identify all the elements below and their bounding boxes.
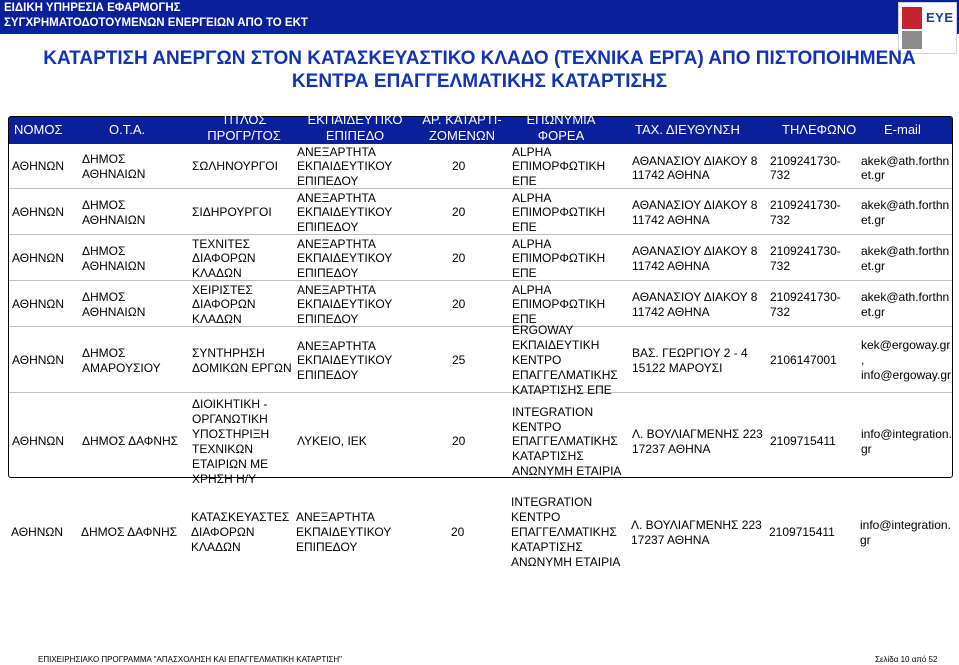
cell-address: ΑΘΑΝΑΣΙΟΥ ΔΙΑΚΟΥ 8: [632, 290, 758, 304]
cell-nomos: ΑΘΗΝΩΝ: [12, 205, 65, 219]
col-header-title-2: ΠΡΟΓΡ/ΤΟΣ: [207, 128, 281, 143]
col-header-phone: ΤΗΛΕΦΩΝΟ: [782, 122, 857, 137]
cell-foreas: ΑΝΩΝΥΜΗ ΕΤΑΙΡΙΑ: [511, 555, 621, 569]
cell-phone: 2106147001: [770, 353, 837, 367]
row-divider: [9, 188, 952, 189]
cell-phone: 732: [770, 168, 791, 182]
footer-page-number: Σελίδα 10 από 52: [875, 655, 938, 664]
cell-title: ΣΥΝΤΗΡΗΣΗ: [192, 346, 265, 360]
cell-phone: 732: [770, 213, 791, 227]
cell-title: ΧΡΗΣΗ Η/Υ: [192, 472, 257, 486]
cell-count: 20: [452, 297, 466, 311]
cell-count: 20: [452, 434, 466, 448]
col-header-email: E-mail: [884, 122, 921, 137]
cell-count: 20: [452, 159, 466, 173]
cell-ota: ΑΘΗΝΑΙΩΝ: [82, 305, 146, 319]
col-header-foreas-2: ΦΟΡΕΑ: [537, 128, 585, 143]
cell-address: Λ. ΒΟΥΛΙΑΓΜΕΝΗΣ 223: [631, 518, 762, 532]
cell-phone: 2109241730-: [770, 154, 841, 168]
cell-foreas: ΕΚΠΑΙΔΕΥΤΙΚΗ: [512, 338, 600, 352]
cell-level: ΕΚΠΑΙΔΕΥΤΙΚΟΥ: [297, 353, 393, 367]
cell-title: ΤΕΧΝΙΤΕΣ: [192, 237, 251, 251]
col-header-foreas-1: ΕΠΩΝΥΜΙΑ: [526, 112, 596, 127]
cell-title: ΔΙΑΦΟΡΩΝ: [192, 251, 256, 265]
cell-foreas: ΑΝΩΝΥΜΗ ΕΤΑΙΡΙΑ: [512, 464, 622, 478]
cell-count: 20: [451, 525, 465, 539]
cell-title: ΚΑΤΑΣΚΕΥΑΣΤΕΣ: [191, 510, 290, 524]
org-name-line1: ΕΙΔΙΚΗ ΥΠΗΡΕΣΙΑ ΕΦΑΡΜΟΓΗΣ: [4, 2, 181, 14]
cell-level: ΛΥΚΕΙΟ, ΙΕΚ: [297, 434, 367, 448]
cell-title: ΔΙΟΙΚΗΤΙΚΗ -: [192, 397, 268, 411]
cell-ota: ΑΘΗΝΑΙΩΝ: [82, 259, 146, 273]
row-divider: [9, 280, 952, 281]
cell-nomos: ΑΘΗΝΩΝ: [12, 251, 65, 265]
cell-level: ΕΚΠΑΙΔΕΥΤΙΚΟΥ: [297, 251, 393, 265]
cell-address: 17237 ΑΘΗΝΑ: [632, 442, 711, 456]
cell-title: ΕΤΑΙΡΙΩΝ ΜΕ: [192, 457, 269, 471]
programs-table: [8, 112, 953, 486]
cell-nomos: ΑΘΗΝΩΝ: [12, 434, 65, 448]
cell-level: ΑΝΕΞΑΡΤΗΤΑ: [297, 237, 376, 251]
col-header-count-1: ΑΡ. ΚΑΤΑΡΤΙ-: [422, 112, 502, 127]
cell-level: ΑΝΕΞΑΡΤΗΤΑ: [296, 510, 375, 524]
cell-email: akek@ath.forthn: [861, 244, 950, 258]
cell-title: ΚΛΑΔΩΝ: [192, 312, 242, 326]
cell-level: ΕΚΠΑΙΔΕΥΤΙΚΟΥ: [297, 205, 393, 219]
cell-address: 11742 ΑΘΗΝΑ: [632, 259, 710, 273]
col-header-address: ΤΑΧ. ΔΙΕΥΘΥΝΣΗ: [635, 122, 740, 137]
cell-foreas: ΕΠΕ: [512, 312, 537, 326]
cell-ota: ΑΜΑΡΟΥΣΙΟΥ: [82, 361, 161, 375]
cell-foreas: ΕΠΙΜΟΡΦΩΤΙΚΗ: [512, 159, 606, 173]
cell-address: 11742 ΑΘΗΝΑ: [632, 168, 710, 182]
cell-ota: ΔΗΜΟΣ: [82, 346, 126, 360]
table-header: [9, 112, 952, 144]
cell-title: ΚΛΑΔΩΝ: [192, 266, 242, 280]
cell-foreas: ALPHA: [512, 145, 552, 159]
cell-level: ΕΚΠΑΙΔΕΥΤΙΚΟΥ: [297, 159, 393, 173]
cell-foreas: ΚΕΝΤΡΟ: [511, 510, 561, 524]
cell-phone: 2109241730-: [770, 290, 841, 304]
top-banner: [0, 0, 959, 34]
cell-level: ΑΝΕΞΑΡΤΗΤΑ: [297, 283, 376, 297]
cell-foreas: ALPHA: [512, 283, 552, 297]
cell-title: ΣΩΛΗΝΟΥΡΓΟΙ: [192, 159, 278, 173]
cell-ota: ΔΗΜΟΣ: [82, 290, 126, 304]
cell-address: Λ. ΒΟΥΛΙΑΓΜΕΝΗΣ 223: [632, 427, 763, 441]
cell-foreas: INTEGRATION: [512, 405, 594, 419]
cell-foreas: ΚΑΤΑΡΤΙΣΗΣ: [512, 449, 584, 463]
org-name-line2: ΣΥΓΧΡΗΜΑΤΟΔΟΤΟΥΜΕΝΩΝ ΕΝΕΡΓΕΙΩΝ ΑΠΟ ΤΟ ΕΚΤ: [4, 17, 308, 29]
cell-foreas: ΕΠΕ: [512, 174, 537, 188]
logo-text: ΕΥΕ: [926, 10, 954, 25]
cell-ota: ΔΗΜΟΣ: [82, 198, 126, 212]
cell-email: gr: [861, 442, 872, 456]
cell-level: ΑΝΕΞΑΡΤΗΤΑ: [297, 339, 376, 353]
cell-nomos: ΑΘΗΝΩΝ: [12, 297, 65, 311]
cell-email: kek@ergoway.gr: [861, 338, 951, 352]
cell-level: ΑΝΕΞΑΡΤΗΤΑ: [297, 145, 376, 159]
row-divider: [9, 326, 952, 327]
cell-nomos: ΑΘΗΝΩΝ: [12, 159, 65, 173]
cell-phone: 2109715411: [770, 434, 836, 448]
cell-title: ΔΙΑΦΟΡΩΝ: [191, 525, 255, 539]
cell-level: ΑΝΕΞΑΡΤΗΤΑ: [297, 191, 376, 205]
cell-email: info@ergoway.gr: [861, 368, 951, 382]
cell-ota: ΔΗΜΟΣ ΔΑΦΝΗΣ: [82, 434, 179, 448]
cell-title: ΣΙΔΗΡΟΥΡΓΟΙ: [192, 205, 272, 219]
cell-title: ΤΕΧΝΙΚΩΝ: [192, 442, 253, 456]
cell-level: ΕΚΠΑΙΔΕΥΤΙΚΟΥ: [297, 297, 393, 311]
cell-email: ,: [861, 353, 865, 367]
col-header-ota: Ο.Τ.Α.: [109, 122, 146, 137]
cell-foreas: ΚΑΤΑΡΤΙΣΗΣ ΕΠΕ: [512, 383, 612, 397]
cell-email: et.gr: [861, 259, 886, 273]
cell-count: 20: [452, 205, 466, 219]
cell-foreas: ΕΠΙΜΟΡΦΩΤΙΚΗ: [512, 297, 606, 311]
cell-address: 17237 ΑΘΗΝΑ: [631, 533, 710, 547]
cell-foreas: ΕΠΕ: [512, 220, 537, 234]
cell-email: et.gr: [861, 168, 886, 182]
cell-ota: ΔΗΜΟΣ ΔΑΦΝΗΣ: [81, 525, 178, 539]
cell-foreas: ALPHA: [512, 191, 552, 205]
cell-foreas: ΕΠΙΜΟΡΦΩΤΙΚΗ: [512, 251, 606, 265]
cell-foreas: ΕΠΑΓΓΕΛΜΑΤΙΚΗΣ: [511, 525, 617, 539]
cell-level: ΕΠΙΠΕΔΟΥ: [296, 540, 358, 554]
cell-title: ΔΙΑΦΟΡΩΝ: [192, 297, 256, 311]
col-header-title-1: ΤΙΤΛΟΣ: [221, 112, 267, 127]
eye-logo: [898, 2, 957, 54]
cell-email: et.gr: [861, 305, 886, 319]
cell-foreas: ΚΕΝΤΡΟ: [512, 420, 562, 434]
cell-address: 11742 ΑΘΗΝΑ: [632, 305, 710, 319]
cell-count: 20: [452, 251, 466, 265]
cell-foreas: ERGOWAY: [512, 323, 574, 337]
logo-red-block: [902, 7, 922, 29]
cell-email: akek@ath.forthn: [861, 154, 950, 168]
cell-foreas: ΕΠΑΓΓΕΛΜΑΤΙΚΗΣ: [512, 368, 618, 382]
logo-grey-block: [902, 31, 922, 49]
cell-ota: ΔΗΜΟΣ: [82, 152, 126, 166]
cell-address: ΑΘΑΝΑΣΙΟΥ ΔΙΑΚΟΥ 8: [632, 244, 758, 258]
cell-foreas: ΕΠΑΓΓΕΛΜΑΤΙΚΗΣ: [512, 434, 618, 448]
cell-nomos: ΑΘΗΝΩΝ: [12, 353, 65, 367]
cell-address: ΒΑΣ. ΓΕΩΡΓΙΟΥ 2 - 4: [632, 346, 748, 360]
cell-level: ΕΠΙΠΕΔΟΥ: [297, 220, 359, 234]
cell-email: akek@ath.forthn: [861, 198, 950, 212]
cell-level: ΕΠΙΠΕΔΟΥ: [297, 312, 359, 326]
cell-phone: 2109241730-: [770, 244, 841, 258]
cell-ota: ΑΘΗΝΑΙΩΝ: [82, 167, 146, 181]
cell-level: ΕΠΙΠΕΔΟΥ: [297, 174, 359, 188]
col-header-count-2: ΖΟΜΕΝΩΝ: [428, 128, 496, 143]
cell-phone: 732: [770, 259, 791, 273]
cell-level: ΕΠΙΠΕΔΟΥ: [297, 368, 359, 382]
cell-level: ΕΚΠΑΙΔΕΥΤΙΚΟΥ: [296, 525, 392, 539]
page-title-line1: ΚΑΤΑΡΤΙΣΗ ΑΝΕΡΓΩΝ ΣΤΟΝ ΚΑΤΑΣΚΕΥΑΣΤΙΚΟ ΚΛΑΔΟ (ΤΕΧΝΙΚΑ ΕΡΓΑ) ΑΠΟ ΠΙΣΤΟΠΟΙΗΜΕΝΑ: [43, 48, 916, 69]
cell-address: 15122 ΜΑΡΟΥΣΙ: [632, 361, 723, 375]
page-title-line2: ΚΕΝΤΡΑ ΕΠΑΓΓΕΛΜΑΤΙΚΗΣ ΚΑΤΑΡΤΙΣΗΣ: [291, 71, 668, 92]
cell-title: ΟΡΓΑΝΩΤΙΚΗ: [192, 412, 268, 426]
cell-title: ΚΛΑΔΩΝ: [191, 540, 241, 554]
cell-foreas: ΕΠΕ: [512, 266, 537, 280]
cell-email: info@integration.: [860, 518, 951, 532]
row-divider: [9, 392, 952, 393]
cell-ota: ΔΗΜΟΣ: [82, 244, 126, 258]
col-header-level-2: ΕΠΙΠΕΔΟ: [325, 128, 385, 143]
cell-level: ΕΠΙΠΕΔΟΥ: [297, 266, 359, 280]
cell-address: ΑΘΑΝΑΣΙΟΥ ΔΙΑΚΟΥ 8: [632, 198, 758, 212]
cell-foreas: INTEGRATION: [511, 495, 593, 509]
cell-phone: 732: [770, 305, 791, 319]
cell-count: 25: [452, 353, 466, 367]
cell-foreas: ΕΠΙΜΟΡΦΩΤΙΚΗ: [512, 205, 606, 219]
cell-foreas: ΚΑΤΑΡΤΙΣΗΣ: [511, 540, 583, 554]
cell-address: ΑΘΑΝΑΣΙΟΥ ΔΙΑΚΟΥ 8: [632, 154, 758, 168]
cell-phone: 2109241730-: [770, 198, 841, 212]
col-header-nomos: ΝΟΜΟΣ: [14, 122, 63, 137]
cell-address: 11742 ΑΘΗΝΑ: [632, 213, 710, 227]
cell-email: info@integration.: [861, 427, 952, 441]
cell-foreas: ΚΕΝΤΡΟ: [512, 353, 562, 367]
cell-email: et.gr: [861, 213, 886, 227]
cell-title: ΧΕΙΡΙΣΤΕΣ: [192, 283, 253, 297]
cell-ota: ΑΘΗΝΑΙΩΝ: [82, 213, 146, 227]
row-divider: [9, 234, 952, 235]
col-header-level-1: ΕΚΠΑΙΔΕΥΤΙΚΟ: [307, 112, 403, 127]
cell-email: akek@ath.forthn: [861, 290, 950, 304]
cell-nomos: ΑΘΗΝΩΝ: [11, 525, 64, 539]
cell-phone: 2109715411: [769, 525, 835, 539]
cell-title: ΥΠΟΣΤΗΡΙΞΗ: [192, 427, 270, 441]
footer-program: ΕΠΙΧΕΙΡΗΣΙΑΚΟ ΠΡΟΓΡΑΜΜΑ "ΑΠΑΣΧΟΛΗΣΗ ΚΑΙ ΕΠΑΓΓΕΛΜΑΤΙΚΗ ΚΑΤΑΡΤΙΣΗ": [38, 655, 342, 664]
cell-email: gr: [860, 533, 871, 547]
cell-title: ΔΟΜΙΚΩΝ ΕΡΓΩΝ: [192, 361, 292, 375]
cell-foreas: ALPHA: [512, 237, 552, 251]
